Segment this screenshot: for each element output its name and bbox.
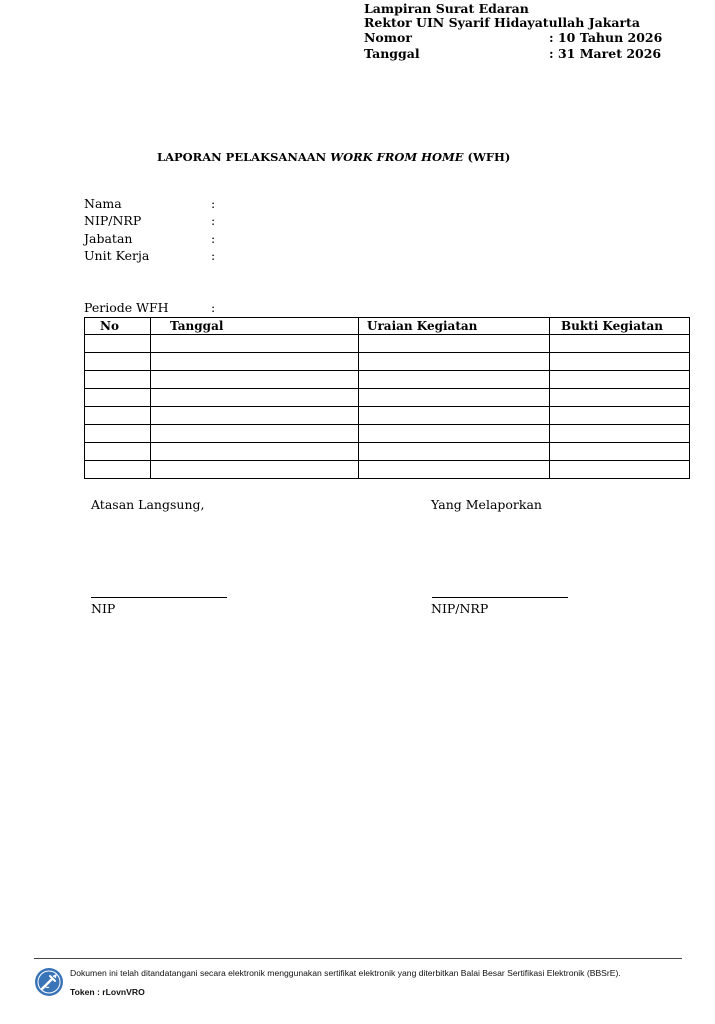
table-row: [85, 335, 690, 353]
table-cell: [151, 443, 359, 461]
table-row: [85, 353, 690, 371]
table-cell: [550, 389, 690, 407]
table-cell: [85, 353, 151, 371]
reference-line-1: Lampiran Surat Edaran: [364, 1, 529, 16]
table-cell: [151, 407, 359, 425]
table-cell: [151, 461, 359, 479]
field-nip-label: NIP/NRP: [84, 213, 142, 228]
table-cell: [359, 389, 550, 407]
table-row: [85, 461, 690, 479]
field-periode-label: Periode WFH: [84, 300, 169, 315]
field-unit-colon: :: [211, 248, 216, 263]
table-cell: [550, 461, 690, 479]
table-cell: [359, 371, 550, 389]
table-cell: [85, 425, 151, 443]
table-cell: [550, 425, 690, 443]
table-row: [85, 389, 690, 407]
table-cell: [151, 353, 359, 371]
column-header-uraian: Uraian Kegiatan: [359, 318, 550, 335]
tanggal-value: : 31 Maret 2026: [549, 46, 662, 61]
table-header-row: [85, 318, 690, 335]
table-cell: [359, 425, 550, 443]
table-cell: [85, 371, 151, 389]
activity-table: [84, 317, 690, 479]
title-prefix: LAPORAN PELAKSANAAN: [157, 150, 331, 164]
page-title: [157, 150, 510, 164]
table-cell: [550, 443, 690, 461]
field-unit-label: Unit Kerja: [84, 248, 150, 263]
table-cell: [550, 335, 690, 353]
bsre-signature-icon-graphic: [34, 967, 64, 997]
table-cell: [359, 407, 550, 425]
reporter-id-label: NIP/NRP: [431, 601, 489, 616]
table-cell: [85, 389, 151, 407]
table-row: [85, 371, 690, 389]
reporter-signature-line: [432, 597, 568, 598]
supervisor-title: Atasan Langsung,: [91, 497, 205, 512]
field-jabatan-colon: :: [211, 231, 216, 246]
table-row: [85, 443, 690, 461]
column-header-tanggal: Tanggal: [151, 318, 359, 335]
field-nip-colon: :: [211, 213, 216, 228]
field-periode-colon: :: [211, 300, 216, 315]
nomor-label: Nomor: [364, 30, 412, 45]
table-cell: [151, 371, 359, 389]
table-cell: [151, 389, 359, 407]
supervisor-signature-line: [91, 597, 227, 598]
table-cell: [550, 353, 690, 371]
footer-divider: [34, 958, 682, 959]
field-nama-label: Nama: [84, 196, 122, 211]
footer-signature-notice: Dokumen ini telah ditandatangani secara elektronik menggunakan sertifikat elektronik yang diterbitkan Balai Besar Sertifikasi Elektronik (BBSrE).: [70, 968, 621, 978]
table-cell: [85, 461, 151, 479]
table-cell: [359, 335, 550, 353]
field-nama-colon: :: [211, 196, 216, 211]
table-cell: [85, 335, 151, 353]
bsre-signature-icon: [34, 967, 64, 997]
table-cell: [550, 371, 690, 389]
table-cell: [550, 407, 690, 425]
table-cell: [151, 425, 359, 443]
supervisor-id-label: NIP: [91, 601, 116, 616]
field-jabatan-label: Jabatan: [84, 231, 133, 246]
table-cell: [359, 353, 550, 371]
table-cell: [151, 335, 359, 353]
table-cell: [85, 407, 151, 425]
nomor-value: : 10 Tahun 2026: [549, 30, 663, 45]
table-cell: [85, 443, 151, 461]
title-suffix: (WFH): [463, 150, 511, 164]
table-row: [85, 425, 690, 443]
table-cell: [359, 443, 550, 461]
table-cell: [359, 461, 550, 479]
column-header-no: No: [85, 318, 151, 335]
column-header-bukti: Bukti Kegiatan: [550, 318, 690, 335]
footer-token: Token : rLovnVRO: [70, 987, 145, 997]
reference-line-2: Rektor UIN Syarif Hidayatullah Jakarta: [364, 15, 640, 30]
tanggal-label: Tanggal: [364, 46, 420, 61]
table-row: [85, 407, 690, 425]
reporter-title: Yang Melaporkan: [431, 497, 542, 512]
title-italic: WORK FROM HOME: [330, 150, 464, 164]
